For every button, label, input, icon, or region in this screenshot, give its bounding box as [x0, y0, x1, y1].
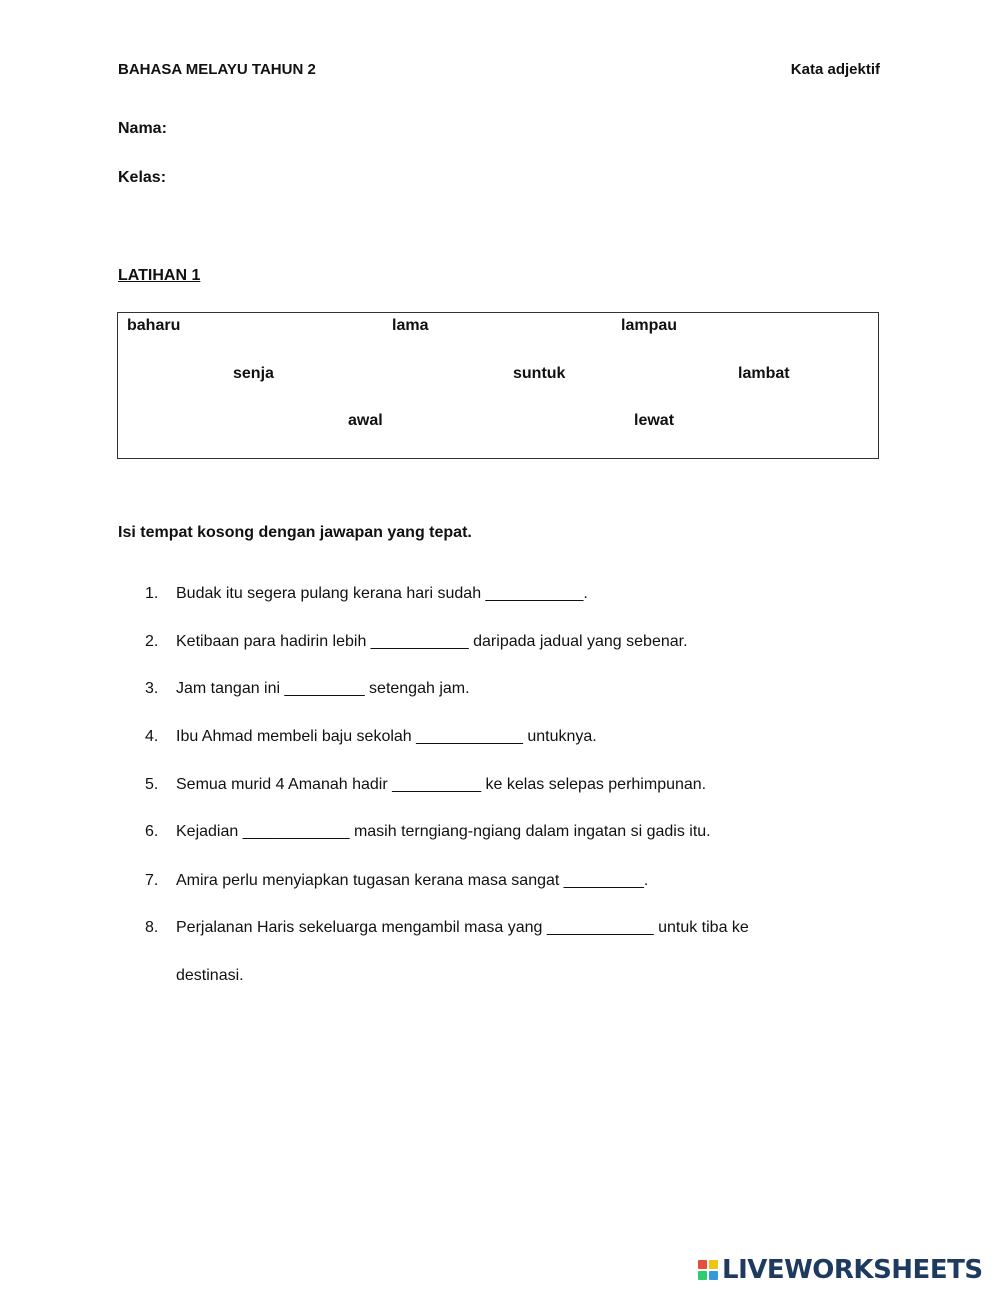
word-bank-item: lama [392, 317, 429, 334]
question-number: 1. [145, 585, 159, 602]
logo-square [698, 1271, 707, 1280]
question-text: Semua murid 4 Amanah hadir __________ ke kelas selepas perhimpunan. [176, 776, 707, 793]
word-bank-item: baharu [127, 317, 181, 334]
word-bank-item: lampau [621, 317, 678, 334]
subject-heading: BAHASA MELAYU TAHUN 2 [118, 61, 316, 78]
question-number: 3. [145, 680, 159, 697]
logo-text: LIVEWORKSHEETS [722, 1255, 983, 1285]
word-bank-box [117, 312, 879, 459]
question-text: Perjalanan Haris sekeluarga mengambil masa yang ____________ untuk tiba ke [176, 919, 749, 936]
question-number: 5. [145, 776, 159, 793]
logo-square [709, 1260, 718, 1269]
logo-square [709, 1271, 718, 1280]
logo-square [698, 1260, 707, 1269]
word-bank-item: lewat [634, 412, 675, 429]
question-text: Ibu Ahmad membeli baju sekolah ____________ untuknya. [176, 728, 597, 745]
question-text: Amira perlu menyiapkan tugasan kerana masa sangat _________. [176, 872, 649, 889]
word-bank-item: suntuk [513, 365, 566, 382]
question-number: 8. [145, 919, 159, 936]
question-text: Budak itu segera pulang kerana hari sudah ___________. [176, 585, 588, 602]
question-number: 7. [145, 872, 159, 889]
question-number: 2. [145, 633, 159, 650]
liveworksheets-logo-icon [698, 1260, 718, 1280]
instruction-text: Isi tempat kosong dengan jawapan yang tepat. [118, 524, 472, 541]
liveworksheets-logo[interactable] [698, 1253, 983, 1287]
word-bank-item: senja [233, 365, 274, 382]
question-number: 6. [145, 823, 159, 840]
word-bank-item: awal [348, 412, 383, 429]
name-label: Nama: [118, 120, 167, 137]
question-text: Ketibaan para hadirin lebih ___________ daripada jadual yang sebenar. [176, 633, 688, 650]
class-label: Kelas: [118, 169, 167, 186]
topic-heading: Kata adjektif [790, 61, 880, 78]
exercise-title: LATIHAN 1 [118, 267, 201, 284]
question-text-continuation: destinasi. [176, 967, 244, 984]
word-bank-item: lambat [738, 365, 790, 382]
question-text: Kejadian ____________ masih terngiang-ngiang dalam ingatan si gadis itu. [176, 823, 711, 840]
question-text: Jam tangan ini _________ setengah jam. [176, 680, 470, 697]
question-number: 4. [145, 728, 159, 745]
